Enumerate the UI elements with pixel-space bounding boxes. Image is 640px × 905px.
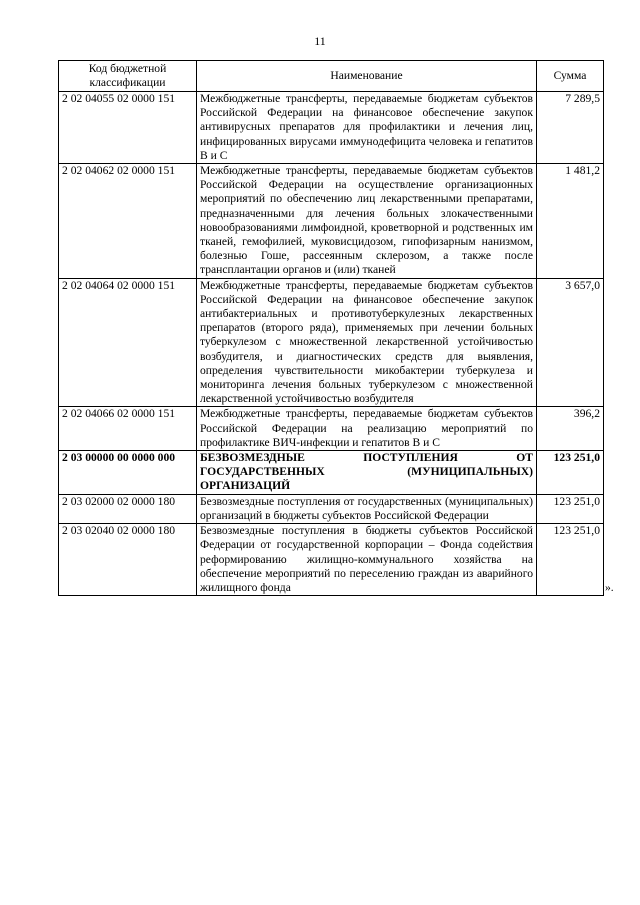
- row-sum: 123 251,0: [537, 494, 604, 523]
- table-row: [59, 164, 604, 279]
- table-row: [59, 524, 604, 596]
- table-row-section-total: [59, 451, 604, 495]
- row-name: Безвозмездные поступления от государственных (муниципальных) организаций в бюджеты субъектов Российской Федерации: [197, 494, 537, 523]
- table-header-row: [59, 61, 604, 92]
- row-name: Межбюджетные трансферты, передаваемые бюджетам субъектов Российской Федерации на осуществление организационных мероприятий по обеспечению лиц лекарственными препаратами, предназначенными для лечения больных злокачественными новообразованиями лимфоидной, кроветворной и родственных им тканей, гемофилией, муковисцидозом, гипофизарным нанизмом, болезнью Гоше, рассеянным склерозом, а также после трансплантации органов и (или) тканей: [197, 164, 537, 279]
- row-sum: 7 289,5: [537, 92, 604, 164]
- last-sum-value: 123 251,0: [553, 524, 600, 538]
- row-name: Межбюджетные трансферты, передаваемые бюджетам субъектов Российской Федерации на финансовое обеспечение закупок антивирусных препаратов для профилактики и лечения лиц, инфицированных вирусами иммунодефицита человека и гепатитов В и С: [197, 92, 537, 164]
- row-name: Межбюджетные трансферты, передаваемые бюджетам субъектов Российской Федерации на финансовое обеспечение закупок антибактериальных и противотуберкулезных лекарственных препаратов (второго ряда), применяемых при лечении больных туберкулезом с множественной лекарственной устойчивостью возбудителя, и диагностических средств для выявления, определения чувствительности микобактерии туберкулеза и мониторинга лечения больных туберкулезом с множественной лекарственной устойчивостью возбудителя: [197, 278, 537, 407]
- row-sum: 123 251,0: [537, 451, 604, 495]
- table-row: [59, 92, 604, 164]
- row-sum: 3 657,0: [537, 278, 604, 407]
- row-name: БЕЗВОЗМЕЗДНЫЕ ПОСТУПЛЕНИЯ ОТ ГОСУДАРСТВЕННЫХ (МУНИЦИПАЛЬНЫХ) ОРГАНИЗАЦИЙ: [197, 451, 537, 495]
- table-row: [59, 407, 604, 451]
- row-code: 2 02 04064 02 0000 151: [59, 278, 197, 407]
- table-row: [59, 494, 604, 523]
- row-code: 2 02 04062 02 0000 151: [59, 164, 197, 279]
- row-code: 2 02 04066 02 0000 151: [59, 407, 197, 451]
- row-name: Межбюджетные трансферты, передаваемые бюджетам субъектов Российской Федерации на реализацию мероприятий по профилактике ВИЧ-инфекции и гепатитов В и С: [197, 407, 537, 451]
- row-sum: 396,2: [537, 407, 604, 451]
- row-code: 2 02 04055 02 0000 151: [59, 92, 197, 164]
- row-sum: [537, 524, 604, 596]
- row-code: 2 03 00000 00 0000 000: [59, 451, 197, 495]
- closing-quote-mark: ».: [605, 580, 614, 594]
- budget-classification-table: [58, 60, 604, 596]
- row-name: Безвозмездные поступления в бюджеты субъектов Российской Федерации от государственной корпорации – Фонда содействия реформированию жилищно-коммунального хозяйства на обеспечение мероприятий по переселению граждан из аварийного жилищного фонда: [197, 524, 537, 596]
- header-name: Наименование: [197, 61, 537, 92]
- table-row: [59, 278, 604, 407]
- row-code: 2 03 02040 02 0000 180: [59, 524, 197, 596]
- row-sum: 1 481,2: [537, 164, 604, 279]
- header-code: Код бюджетной классификации: [59, 61, 197, 92]
- page-number: 11: [314, 34, 326, 48]
- row-code: 2 03 02000 02 0000 180: [59, 494, 197, 523]
- header-sum: Сумма: [537, 61, 604, 92]
